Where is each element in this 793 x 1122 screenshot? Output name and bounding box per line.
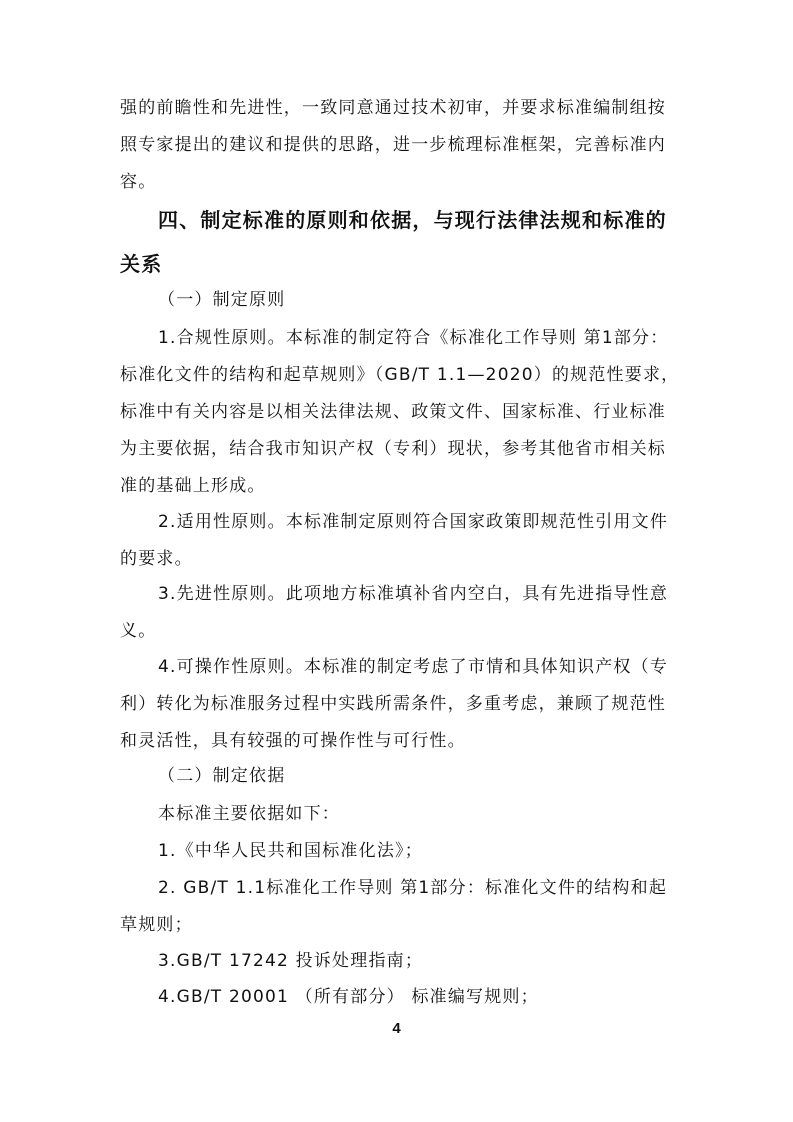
principle-item-compliance: 1.合规性原则。本标准的制定符合《标准化工作导则 第1部分：标准化文件的结构和起草规则》（GB/T 1.1—2020）的规范性要求，标准中有关内容是以相关法律法规、政策文件、国家标准、行业标准为主要依据，结合我市知识产权（专利）现状，参考其他省市相关标准的基础上形成。 [120,328,680,496]
basis-item-2: 2. GB/T 1.1标准化工作导则 第1部分：标准化文件的结构和起草规则； [120,878,668,935]
basis-item-1: 1.《中华人民共和国标准化法》； [158,841,423,861]
intro-paragraph: 强的前瞻性和先进性，一致同意通过技术初审，并要求标准编制组按照专家提出的建议和提供的思路，进一步梳理标准框架，完善标准内容。 [120,98,666,192]
page-number: 4 [392,1020,401,1037]
basis-item-3: 3.GB/T 17242 投诉处理指南； [158,951,424,971]
principle-item-applicability: 2.适用性原则。本标准制定原则符合国家政策即规范性引用文件的要求。 [120,512,669,569]
basis-item-4: 4.GB/T 20001 （所有部分） 标准编写规则； [158,987,539,1007]
principles-heading: （一）制定原则 [158,290,286,310]
principle-item-operability: 4.可操作性原则。本标准的制定考虑了市情和具体知识产权（专利）转化为标准服务过程中实践所需条件，多重考虑，兼顾了规范性和灵活性，具有较强的可操作性与可行性。 [120,657,669,751]
principle-item-advancement: 3.先进性原则。此项地方标准填补省内空白，具有先进指导性意义。 [120,584,669,641]
basis-intro: 本标准主要依据如下： [158,804,340,824]
basis-heading: （二）制定依据 [158,766,286,786]
section-heading: 四、制定标准的原则和依据，与现行法律法规和标准的关系 [120,208,667,276]
